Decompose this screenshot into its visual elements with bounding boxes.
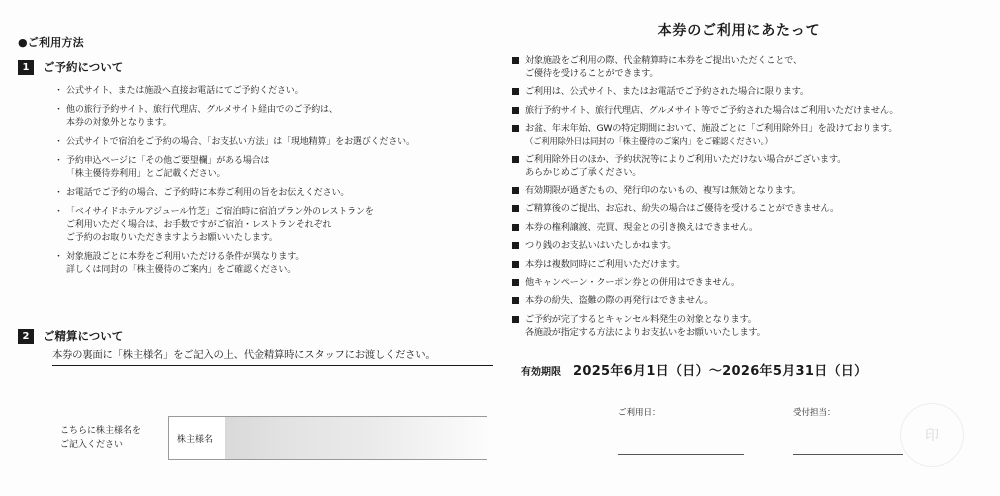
term-text: ご予約が完了するとキャンセル料発生の対象となります。 各施設が指定する方法によりお支払いをお願いいたします。: [525, 313, 766, 338]
reservation-section-title: ご予約について: [43, 60, 124, 74]
shareholder-name-input[interactable]: [225, 417, 487, 459]
term-text: 他キャンペーン・クーポン券との併用はできません。: [525, 276, 740, 288]
terms-title: 本券のご利用にあたって: [657, 23, 821, 39]
square-bullet-icon: [512, 224, 519, 231]
staff-line: [793, 454, 903, 455]
square-bullet-icon: [512, 125, 519, 132]
validity-dates: 2025年6月1日（日）～2026年5月31日（日）: [573, 364, 868, 379]
validity-label: 有効期限: [521, 367, 561, 378]
term-text: 旅行予約サイト、旅行代理店、グルメサイト等でご予約された場合はご利用いただけません。: [525, 104, 899, 116]
square-bullet-icon: [512, 205, 519, 212]
validity-period: [521, 360, 867, 379]
term-text: ご精算後のご提出、お忘れ、紛失の場合はご優待を受けることができません。: [525, 203, 839, 215]
square-bullet-icon: [512, 316, 519, 323]
usage-date-line: [618, 454, 744, 455]
term-item: [512, 85, 982, 98]
term-item: [512, 54, 982, 80]
reservation-note: ・ 対象施設ごとに本券をご利用いただける条件が異なります。 詳しくは同封の「株主優待のご案内」をご確認ください。: [56, 251, 488, 277]
term-item: [512, 153, 982, 179]
square-bullet-icon: [512, 57, 519, 64]
term-item: [512, 258, 982, 271]
square-bullet-icon: [512, 107, 519, 114]
reservation-section-header: [18, 59, 488, 75]
usage-section: [18, 34, 488, 283]
reservation-notes: [56, 85, 488, 277]
square-bullet-icon: [512, 261, 519, 268]
square-bullet-icon: [512, 156, 519, 163]
reservation-note: ・ 公式サイトで宿泊をご予約の場合、「お支払い方法」は「現地精算」をお選びください。: [56, 136, 488, 149]
reservation-note: ・ お電話でご予約の場合、ご予約時に本券ご利用の旨をお伝えください。: [56, 187, 488, 200]
staff-label: 受付担当：: [793, 408, 836, 418]
payment-instruction: 本券の裏面に「株主様名」をご記入の上、代金精算時にスタッフにお渡しください。: [52, 348, 493, 366]
reservation-note: ・ 「ベイサイドホテルアジュール竹芝」ご宿泊時に宿泊プラン外のレストランを ご利用いただく場合は、お手数ですがご宿泊・レストランそれぞれ ご予約のお取りいただきますようお願いいたします。: [56, 206, 488, 245]
square-bullet-icon: [512, 88, 519, 95]
term-item: [512, 239, 982, 252]
square-bullet-icon: [512, 187, 519, 194]
term-item: [512, 104, 982, 117]
usage-date-label: ご利用日：: [618, 408, 661, 418]
square-bullet-icon: [512, 242, 519, 249]
term-text: 本券の権利譲渡、売買、現金との引き換えはできません。: [525, 221, 758, 233]
term-text: 本券は複数同時にご利用いただけます。: [525, 258, 686, 270]
term-text: ご利用は、公式サイト、またはお電話でご予約された場合に限ります。: [525, 86, 809, 98]
stamp-seal-icon: [900, 403, 964, 467]
term-item: [512, 276, 982, 289]
term-item: [512, 184, 982, 197]
reservation-note: ・ 他の旅行予約サイト、旅行代理店、グルメサイト経由でのご予約は、 本券の対象外となります。: [56, 104, 488, 130]
term-item: [512, 313, 982, 339]
section-number-1: 1: [18, 60, 34, 75]
shareholder-name-instruction: こちらに株主様名を ご記入ください: [60, 426, 142, 450]
section-number-2: 2: [18, 329, 34, 344]
usage-heading: ●ご利用方法: [18, 36, 84, 49]
square-bullet-icon: [512, 297, 519, 304]
term-text: つり銭のお支払いはいたしかねます。: [525, 240, 677, 252]
term-text: 対象施設をご利用の際、代金精算時に本券をご提出いただくことで、 ご優待を受けることができます。: [525, 55, 802, 79]
terms-list: [512, 54, 982, 344]
stamp-char: 印: [925, 428, 939, 444]
term-text: ご利用除外日のほか、予約状況等によりご利用いただけない場合がございます。 あらかじめご了承ください。: [525, 153, 847, 178]
square-bullet-icon: [512, 279, 519, 286]
term-text: 有効期限が過ぎたもの、発行印のないもの、複写は無効となります。: [525, 184, 801, 196]
payment-section: [18, 328, 493, 366]
term-text: 本券の紛失、盗難の際の再発行はできません。: [525, 295, 714, 307]
term-text: お盆、年末年始、GWの特定期間において、施設ごとに「ご利用除外日」を設けております。: [525, 123, 898, 135]
reservation-note: ・ 予約申込ページに「その他ご要望欄」がある場合は 「株主優待券利用」とご記載ください。: [56, 155, 488, 181]
payment-section-title: ご精算について: [43, 329, 124, 343]
payment-section-header: [18, 328, 493, 344]
shareholder-name-label: 株主様名: [177, 434, 214, 445]
term-subnote: （ご利用除外日は同封の「株主優待のご案内」をご確認ください。）: [525, 136, 773, 147]
shareholder-name-box: [168, 416, 487, 460]
term-item: [512, 294, 982, 307]
reservation-note: ・ 公式サイト、または施設へ直接お電話にてご予約ください。: [56, 85, 488, 98]
term-item: [512, 122, 982, 147]
term-item: [512, 202, 982, 215]
term-item: [512, 221, 982, 234]
